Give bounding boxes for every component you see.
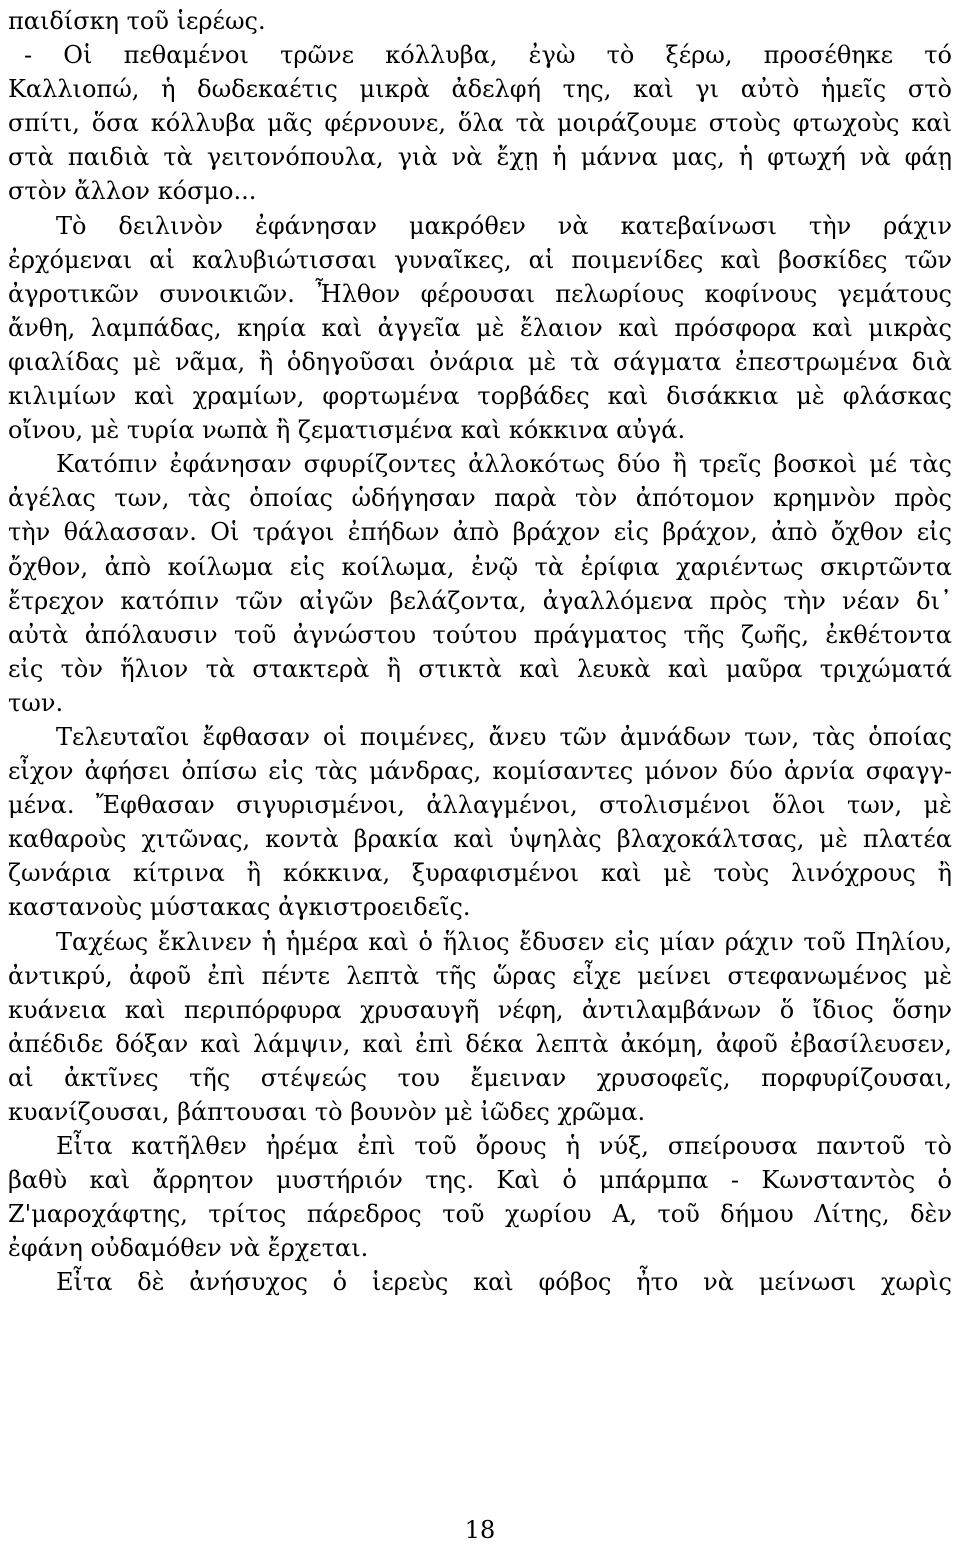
text-line: παιδίσκη τοῦ ἱερέως.	[8, 7, 266, 35]
body-text	[8, 4, 952, 1300]
text-line: καστανοὺς μύστακας ἀγκιστροειδεῖς.	[8, 893, 471, 922]
text-line: Κατόπιν ἐφάνησαν σφυρίζοντες ἀλλοκότως δύο ἢ τρεῖς βοσκοὶ μέ τὰς	[56, 450, 952, 479]
text-line: Καλλιοπώ, ἡ δωδεκαέτις μικρὰ ἀδελφή της, καὶ γι αὐτὸ ἡμεῖς στὸ	[8, 75, 952, 104]
text-line: αἱ ἀκτῖνες τῆς στέψεώς του ἔμειναν χρυσοφεῖς, πορφυρίζουσαι,	[8, 1063, 952, 1092]
text-line: ζωνάρια κίτρινα ἢ κόκκινα, ξυραφισμένοι καὶ μὲ τοὺς λινόχρους ἢ	[8, 859, 952, 888]
text-line: Τελευταῖοι ἔφθασαν οἱ ποιμένες, ἄνευ τῶν ἀμνάδων των, τὰς ὁποίας	[56, 722, 952, 751]
text-line: ἄνθη, λαμπάδας, κηρία καὶ ἀγγεῖα μὲ ἔλαιον καὶ πρόσφορα καὶ μικρὰς	[8, 313, 952, 342]
text-line: Τὸ δειλινὸν ἐφάνησαν μακρόθεν νὰ κατεβαίνωσι τὴν ράχιν	[56, 211, 952, 240]
text-line: Εἶτα κατῆλθεν ἠρέμα ἐπὶ τοῦ ὄρους ἡ νύξ, σπείρουσα παντοῦ τὸ	[56, 1132, 952, 1161]
text-line: ὄχθον, ἀπὸ κοίλωμα εἰς κοίλωμα, ἐνῷ τὰ ἐρίφια χαριέντως σκιρτῶντα	[8, 552, 952, 581]
text-line: ἀγέλας των, τὰς ὁποίας ὡδήγησαν παρὰ τὸν ἀπότομον κρημνὸν πρὸς	[8, 484, 952, 513]
text-line: οἴνου, μὲ τυρία νωπὰ ἢ ζεματισμένα καὶ κόκκινα αὐγά.	[8, 416, 686, 445]
text-line: σπίτι, ὅσα κόλλυβα μᾶς φέρνουνε, ὅλα τὰ μοιράζουμε στοὺς φτωχοὺς καὶ	[8, 109, 952, 138]
text-line: κυάνεια καὶ περιπόρφυρα χρυσαυγῆ νέφη, ἀντιλαμβάνων ὅ ἴδιος ὅσην	[8, 995, 952, 1024]
text-line: Ζ'μαροχάφτης, τρίτος πάρεδρος τοῦ χωρίου Α, τοῦ δήμου Λίτης, δὲν	[8, 1200, 952, 1229]
text-line: εἶχον ἀφήσει ὀπίσω εἰς τὰς μάνδρας, κομίσαντες μόνον δύο ἀρνία σφαγγ-	[8, 757, 952, 786]
text-line: στὰ παιδιὰ τὰ γειτονόπουλα, γιὰ νὰ ἔχῃ ἡ μάννα μας, ἡ φτωχή νὰ φάῃ	[8, 143, 952, 172]
text-line: κυανίζουσαι, βάπτουσαι τὸ βουνὸν μὲ ἰῶδες χρῶμα.	[8, 1098, 646, 1126]
text-line: τὴν θάλασσαν. Οἱ τράγοι ἐπήδων ἀπὸ βράχον εἰς βράχον, ἀπὸ ὄχθον εἰς	[8, 518, 952, 547]
text-line: κιλιμίων καὶ χραμίων, φορτωμένα τορβάδες καὶ δισάκκια μὲ φλάσκας	[8, 382, 952, 411]
text-line: ἐρχόμεναι αἱ καλυβιώτισσαι γυναῖκες, αἱ ποιμενίδες καὶ βοσκίδες τῶν	[8, 245, 952, 274]
text-line: ἐφάνη οὐδαμόθεν νὰ ἔρχεται.	[8, 1234, 369, 1263]
text-line: των.	[8, 688, 64, 717]
text-line: αὐτὰ ἀπόλαυσιν τοῦ ἀγνώστου τούτου πράγματος τῆς ζωῆς, ἐκθέτοντα	[8, 620, 952, 649]
text-line: - Οἱ πεθαμένοι τρῶνε κόλλυβα, ἐγὼ τὸ ξέρω, προσέθηκε τό	[24, 41, 952, 70]
text-line: ἀπέδιδε δόξαν καὶ λάμψιν, καὶ ἐπὶ δέκα λεπτὰ ἀκόμη, ἀφοῦ ἐβασίλευσεν,	[8, 1029, 952, 1058]
text-line: μένα. Ἔφθασαν σιγυρισμένοι, ἀλλαγμένοι, στολισμένοι ὅλοι των, μὲ	[8, 791, 952, 820]
text-line: ἀγροτικῶν συνοικιῶν. Ἦλθον φέρουσαι πελωρίους κοφίνους γεμάτους	[8, 279, 952, 308]
text-line: φιαλίδας μὲ νᾶμα, ἢ ὁδηγοῦσαι ὀνάρια μὲ τὰ σάγματα ἐπεστρωμένα διὰ	[8, 347, 952, 376]
text-line: εἰς τὸν ἥλιον τὰ στακτερὰ ἢ στικτὰ καὶ λευκὰ καὶ μαῦρα τριχώματά	[8, 654, 952, 683]
text-line: καθαροὺς χιτῶνας, κοντὰ βρακία καὶ ὑψηλὰς βλαχοκάλτσας, μὲ πλατέα	[8, 825, 952, 854]
text-line: στὸν ἄλλον κόσμο...	[8, 177, 257, 206]
page-number: 18	[464, 1516, 496, 1544]
text-line: ἔτρεχον κατόπιν τῶν αἰγῶν βελάζοντα, ἀγαλλόμενα πρὸς τὴν νέαν δι᾽	[8, 586, 952, 615]
text-line: Εἶτα δὲ ἀνήσυχος ὁ ἱερεὺς καὶ φόβος ἦτο νὰ μείνωσι χωρὶς	[56, 1268, 952, 1297]
text-line: ἀντικρύ, ἀφοῦ ἐπὶ πέντε λεπτὰ τῆς ὥρας εἶχε μείνει στεφανωμένος μὲ	[8, 961, 952, 990]
text-line: Ταχέως ἔκλινεν ἡ ἡμέρα καὶ ὁ ἥλιος ἔδυσεν εἰς μίαν ράχιν τοῦ Πηλίου,	[56, 927, 952, 956]
text-line: βαθὺ καὶ ἄρρητον μυστήριόν της. Καὶ ὁ μπάρμπα - Κωνσταντὸς ὁ	[8, 1166, 952, 1195]
